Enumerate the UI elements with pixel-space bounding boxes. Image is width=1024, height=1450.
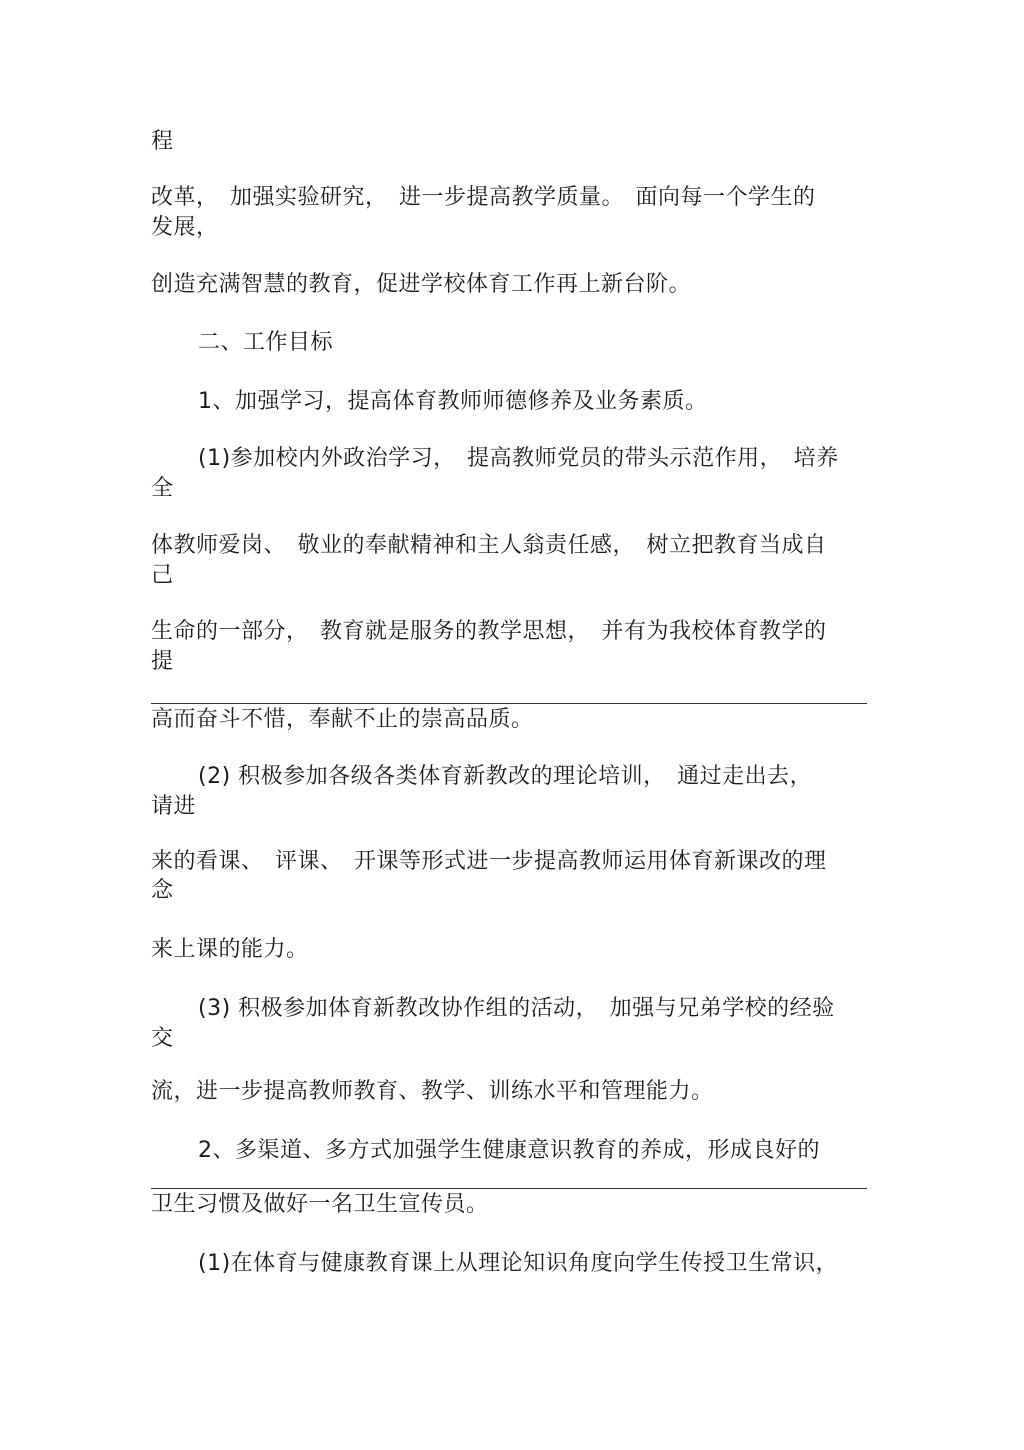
text-line: 程 — [151, 129, 174, 154]
text-line: 生命的一部分， 教育就是服务的教学思想， 并有为我校体育教学的 — [151, 619, 827, 644]
page-divider — [151, 1188, 867, 1189]
text-line: (2) 积极参加各级各类体育新教改的理论培训， 通过走出去， — [198, 764, 813, 789]
text-line: 2、多渠道、多方式加强学生健康意识教育的养成，形成良好的 — [198, 1138, 820, 1163]
text-line: 高而奋斗不惜，奉献不止的崇高品质。 — [151, 707, 534, 732]
text-line: (1)在体育与健康教育课上从理论知识角度向学生传授卫生常识， — [198, 1251, 839, 1276]
text-line: 创造充满智慧的教育，促进学校体育工作再上新台阶。 — [151, 272, 692, 297]
page-divider — [151, 703, 867, 704]
text-line: 请进 — [151, 794, 197, 819]
text-line: 全 — [151, 476, 174, 501]
section-heading: 二、工作目标 — [198, 330, 334, 355]
text-line: 改革， 加强实验研究， 进一步提高教学质量。 面向每一个学生的 — [151, 185, 816, 210]
text-line: 交 — [151, 1026, 174, 1051]
text-line: 念 — [151, 878, 174, 903]
text-line: 来上课的能力。 — [151, 937, 309, 962]
text-line: 发展， — [151, 215, 219, 240]
text-line: 1、加强学习，提高体育教师师德修养及业务素质。 — [198, 389, 708, 414]
text-line: (1)参加校内外政治学习， 提高教师党员的带头示范作用， 培养 — [198, 446, 839, 471]
text-line: 卫生习惯及做好一名卫生宣传员。 — [151, 1192, 489, 1217]
text-line: (3) 积极参加体育新教改协作组的活动， 加强与兄弟学校的经验 — [198, 996, 835, 1021]
text-line: 流，进一步提高教师教育、教学、训练水平和管理能力。 — [151, 1079, 714, 1104]
text-line: 提 — [151, 649, 174, 674]
text-line: 己 — [151, 563, 174, 588]
text-line: 来的看课、 评课、 开课等形式进一步提高教师运用体育新课改的理 — [151, 849, 827, 874]
text-line: 体教师爱岗、 敬业的奉献精神和主人翁责任感， 树立把教育当成自 — [151, 533, 827, 558]
